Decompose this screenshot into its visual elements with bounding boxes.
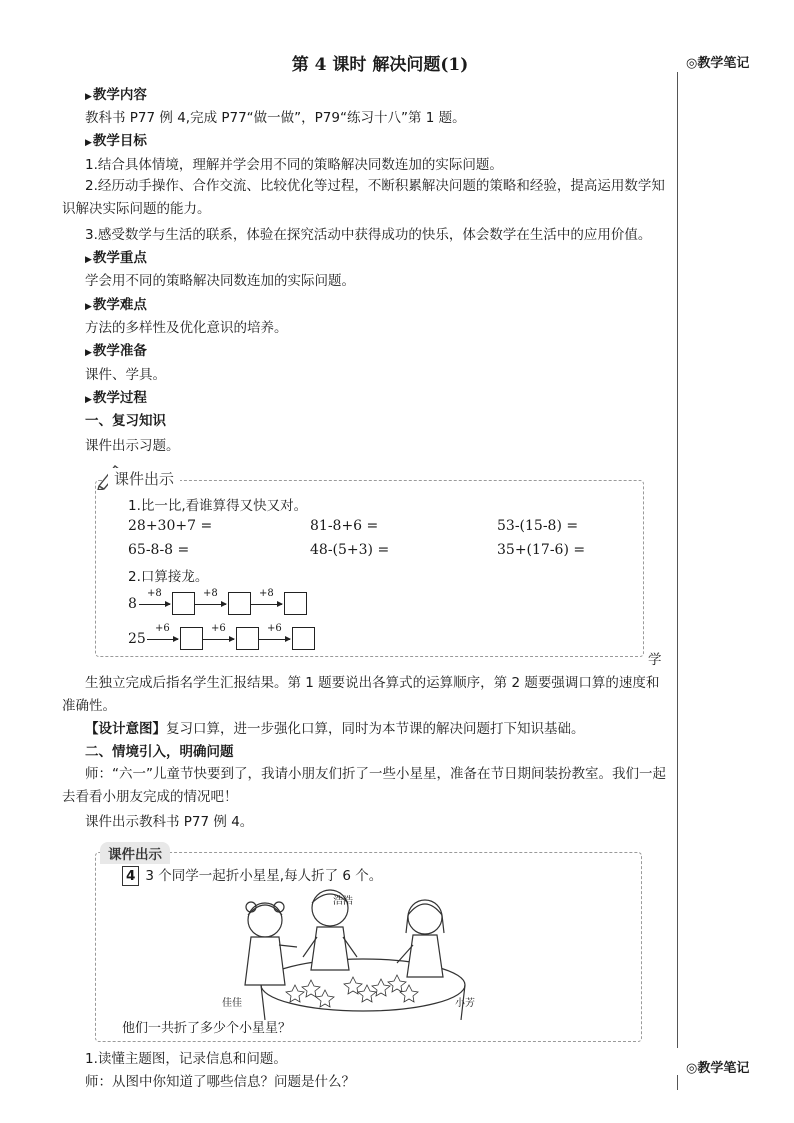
- key-text: 学会用不同的策略解决同数连加的实际问题。: [85, 273, 355, 289]
- content-heading: ▶教学内容: [85, 87, 147, 103]
- box2-question: 他们一共折了多少个小星星？: [122, 1021, 292, 1036]
- chain1-op-3: +8: [259, 588, 274, 599]
- chain2-op-1: +6: [155, 623, 170, 634]
- box1-question-1: 1.比一比,看谁算得又快又对。: [128, 498, 308, 514]
- after-exercise-text: 生独立完成后指名学生汇报结果。第 1 题要说出各算式的运算顺序，第 2 题要强调口算的速度和准确性。: [62, 675, 660, 714]
- chain2-arrow-3: [259, 639, 290, 640]
- chain1-box-3[interactable]: [284, 592, 307, 615]
- step3-text-2: 师：从图中你知道了哪些信息？问题是什么？: [85, 1074, 355, 1090]
- chain1-box-2[interactable]: [228, 592, 251, 615]
- prep-heading: ▶教学准备: [85, 343, 147, 359]
- expr-3: 53-(15-8) =: [497, 518, 579, 534]
- chain1-box-1[interactable]: [172, 592, 195, 615]
- step2-text-2: 课件出示教科书 P77 例 4。: [85, 814, 254, 830]
- chain2-box-3[interactable]: [292, 627, 315, 650]
- expr-4: 65-8-8 =: [128, 542, 190, 558]
- box1-label: 课件出示: [108, 468, 180, 489]
- step2-text-1: 师：“六一”儿童节快要到了，我请小朋友们折了一些小星星，准备在节日期间装扮教室。我们一起去看看小朋友完成的情况吧！: [62, 766, 666, 805]
- step3-text-1: 1.读懂主题图，记录信息和问题。: [85, 1051, 287, 1067]
- design-intent: 【设计意图】复习口算，进一步强化口算，同时为本节课的解决问题打下知识基础。: [85, 721, 585, 737]
- chain2-arrow-1: [147, 639, 178, 640]
- page-title: 第 4 课时 解决问题(1): [291, 55, 469, 75]
- name-jiajia: 佳佳: [222, 998, 242, 1009]
- notes-header-bottom: ◎教学笔记: [686, 1061, 750, 1076]
- difficulty-text: 方法的多样性及优化意识的培养。: [85, 320, 288, 336]
- chain2-start: 25: [128, 631, 146, 647]
- key-heading: ▶教学重点: [85, 250, 147, 266]
- chain2-arrow-2: [203, 639, 234, 640]
- chain1-arrow-3: [251, 604, 282, 605]
- chain1-arrow-1: [139, 604, 170, 605]
- name-haohao: 浩浩: [333, 896, 353, 907]
- step1-heading: 一、复习知识: [85, 413, 166, 429]
- process-heading: ▶教学过程: [85, 390, 147, 406]
- box2-label: 课件出示: [100, 842, 170, 864]
- expr-6: 35+(17-6) =: [497, 542, 586, 558]
- goal-2: 2.经历动手操作、合作交流、比较优化等过程，不断积累解决问题的策略和经验，提高运用数学知识解决实际问题的能力。: [62, 178, 665, 217]
- goal-3: 3.感受数学与生活的联系，体验在探究活动中获得成功的快乐，体会数学在生活中的应用价值。: [85, 227, 652, 243]
- chain1-arrow-2: [195, 604, 226, 605]
- chain1-start: 8: [128, 596, 137, 612]
- chain1-op-2: +8: [203, 588, 218, 599]
- expr-1: 28+30+7 =: [128, 518, 213, 534]
- prep-text: 课件、学具。: [85, 367, 166, 383]
- step1-text: 课件出示习题。: [85, 438, 180, 454]
- margin-divider-bottom: [677, 1075, 678, 1090]
- goals-heading: ▶教学目标: [85, 133, 147, 149]
- chain2-box-1[interactable]: [180, 627, 203, 650]
- margin-divider: [677, 72, 678, 1048]
- goal-1: 1.结合具体情境，理解并学会用不同的策略解决同数连加的实际问题。: [85, 157, 503, 173]
- chain1-op-1: +8: [147, 588, 162, 599]
- box2-problem: 4 3 个同学一起折小星星,每人折了 6 个。: [122, 866, 382, 886]
- box1-question-2: 2.口算接龙。: [128, 569, 209, 585]
- chain2-op-3: +6: [267, 623, 282, 634]
- chain2-op-2: +6: [211, 623, 226, 634]
- step2-heading: 二、情境引入，明确问题: [85, 744, 234, 760]
- side-label: 学: [648, 652, 662, 668]
- children-folding-stars-illustration: [225, 885, 485, 1020]
- content-text: 教科书 P77 例 4,完成 P77“做一做”，P79“练习十八”第 1 题。: [85, 110, 466, 126]
- notes-header-top: ◎教学笔记: [686, 56, 750, 71]
- expr-2: 81-8+6 =: [310, 518, 379, 534]
- name-xiaofang: 小芳: [455, 998, 475, 1009]
- expr-5: 48-(5+3) =: [310, 542, 390, 558]
- difficulty-heading: ▶教学难点: [85, 297, 147, 313]
- chain2-box-2[interactable]: [236, 627, 259, 650]
